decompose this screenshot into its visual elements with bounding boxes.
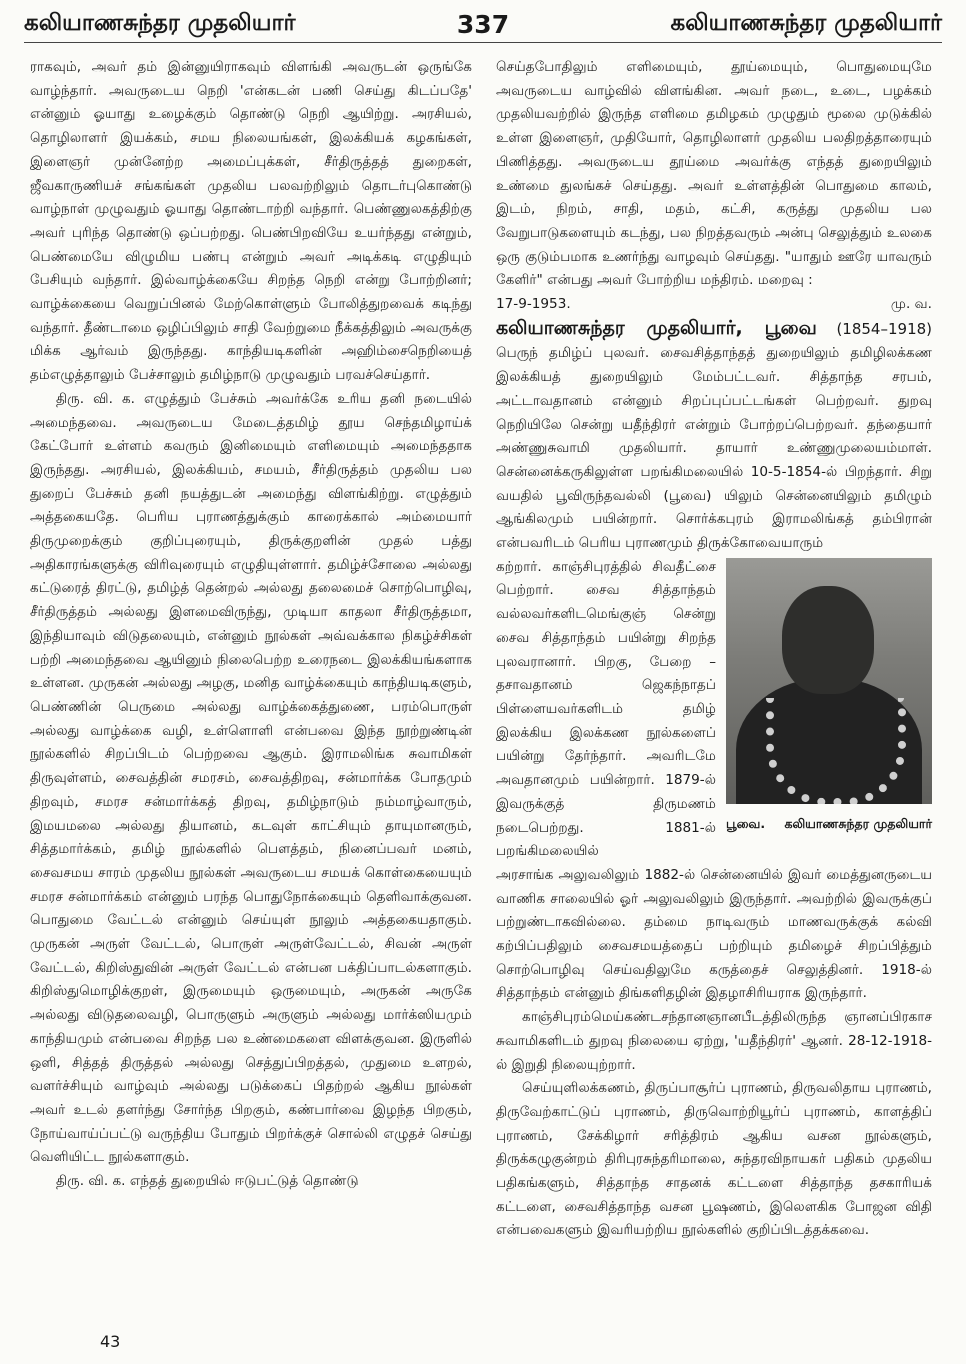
entry-text-after-photo: அரசாங்க அலுவலிலும் 1882-ல் சென்னையில் இவர் மைத்துனருடைய வாணிக சாலையில் ஓர் அலுவலிலும் இருந்தார். அவற்றில் இவருக்குப் பற்றுண்டாகவில்லை. தம்மை நாடிவரும் மாணவருக்குக் கல்வி கற்பிப்பதிலும் சைவசமயத்தைப் பற்றியும் தமிழைச் சிறப்பித்தும் சொற்பொழிவு செய்வதிலுமே கருத்தைச் செலுத்தினர். 1918-ல் சித்தாந்தம் என்னும் திங்களிதழின் இதழாசிரியராக இருந்தார்.: [496, 866, 932, 1002]
right-column: [496, 56, 932, 1243]
entry-text-beside-photo: கற்றார். காஞ்சிபுரத்தில் சிவதீட்சை பெற்றார். சைவ சித்தாந்தம் வல்லவர்களிடமெங்குஞ் சென்று சைவ சித்தாந்தம் பயின்று சிறந்த புலவரானார். பிறகு, பேறை – தசாவதானம் ஜெகந்நாதப் பிள்ளையவர்களிடம் தமிழ் இலக்கிய இலக்கண நூல்களைப் பயின்று தேர்ந்தார். அவரிடமே அவதானமும் பயின்றார். 1879-ல் இவருக்குத் திருமணம் நடைபெற்றது. 1881-ல் பறங்கிமலையில்: [496, 558, 716, 860]
left-paragraph-2: திரு. வி. க. எழுத்தும் பேச்சும் அவர்க்கே உரிய தனி நடையில் அமைந்தவை. அவருடைய மேடைத்தமிழ் தூய செந்தமிழாய்க் கேட்போர் உள்ளம் கவரும் இனிமையும் எளிமையும் அமைந்ததாக இருந்தது. அரசியல், இலக்கியம், சமயம், சீர்திருத்தம் முதலிய பல துறைப் பேச்சும் தனி நயத்துடன் அமைந்து விளங்கிற்று. எழுத்தும் அத்தகையதே. பெரிய புராணத்துக்கும் காரைக்கால் அம்மையார் திருமுறைக்கும் குறிப்புரையும், திருக்குறளின் முதல் பத்து அதிகாரங்களுக்கு விரிவுரையும் எழுதியுள்ளார். தமிழ்ச்சோலை அல்லது கட்டுரைத் திரட்டு, தமிழ்த் தென்றல் அல்லது தலைமைச் சொற்பொழிவு, சீர்திருத்தம் அல்லது இளமைவிருந்து, முடியா காதலா சீர்திருத்தமா, இந்தியாவும் விடுதலையும், என்னும் நூல்கள் அவ்வக்கால நிகழ்ச்சிகள் பற்றி அமைந்தவை ஆயினும் நிலைபெற்ற உரைநடை இலக்கியங்களாக உள்ளன. முருகன் அல்லது அழகு, மனித வாழ்க்கையும் காந்தியடிகளும், பெண்ணின் பெருமை அல்லது வாழ்க்கைத்துணை, பரம்பொருள் அல்லது வாழ்க்கை வழி, உள்ளொளி என்பவை இந்த நூற்றுண்டின் நூல்களில் சிறப்பிடம் பெற்றவை ஆகும். இராமலிங்க சுவாமிகள் திருவுள்ளம், சைவத்தின் சமரசம், சைவத்திறவு, சன்மார்க்க போதமும் திறவும், சமரச சன்மார்க்கத் திறவு, தமிழ்நாடும் நம்மாழ்வாரும், இமயமலை அல்லது தியானம், கடவுள் காட்சியும் தாயுமானரும், சித்தமார்க்கம், தமிழ் நூல்களில் பௌத்தம், நினைப்பவர் மனம், சைவசமய சாரம் முதலிய நூல்கள் அவருடைய சமயக் கொள்கையையும் சமரச சன்மார்க்கம் என்னும் பரந்த பொதுநோக்கையும் தெளிவாக்குவன. பொதுமை வேட்டல் என்னும் செய்யுள் நூலும் அத்தகையதாகும். முருகன் அருள் வேட்டல், பொருள் அருள்வேட்டல், சிவன் அருள் வேட்டல், கிறிஸ்துவின் அருள் வேட்டல் என்பன பக்திப்பாடல்களாகும். கிறிஸ்துமொழிக்குறள், இருமையும் ஒருமையும், அருகன் அருகே அல்லது விடுதலைவழி, பொருளும் அருளும் அல்லது மார்க்ஸியமும் காந்தியமும் என்பவை சிறந்த பல உண்மைகளை விளக்குவன. இருளில் ஒளி, சித்தத் திருத்தல் அல்லது செத்துப்பிறத்தல், முதுமை உளறல், வளர்ச்சியும் வாழ்வும் அல்லது படுக்கைப் பிதற்றல் ஆகிய நூல்கள் அவர் உடல் தளர்ந்து சோர்ந்த பிறகும், கண்பார்வை இழந்த பிறகும், நோய்வாய்ப்பட்டு வருந்திய போதும் பிறர்க்குச் சொல்லி எழுதச் செய்து வெளியிட்ட நூல்களாகும்.: [30, 390, 472, 1166]
caption-name: கலியாணசுந்தர முதலியார்: [784, 815, 932, 831]
entry-text-intro: பெருந் தமிழ்ப் புலவர். சைவசித்தாந்தத் துறையிலும் தமிழிலக்கண இலக்கியத் துறையிலும் மேம்பட்டவர். சித்தாந்த சரபம், அட்டாவதானம் என்னும் சிறப்புப்பட்டங்கள் பெற்றவர். துறவு நெறியிலே சென்று யதீந்திரர் என்றும் போற்றப்பெற்றவர். தந்தையார் அண்ணுசுவாமி முதலியார். தாயார் உண்ணுமுலையம்மாள். சென்னைக்கருகிலுள்ள பறங்கிமலையில் 10-5-1854-ல் பிறந்தார். சிறு வயதில் பூவிருந்தவல்லி (பூவை) யிலும் சென்னையிலும் தமிழும் ஆங்கிலமும் பயின்றார். சொர்க்கபுரம் இராமலிங்கத் தம்பிரான் என்பவரிடம் பெரிய புராணமும் திருக்கோவையாரும்: [496, 345, 932, 552]
entry-paragraph-2: காஞ்சிபுரம்மெய்கண்டசந்தானஞானபீடத்திலிருந்த ஞானப்பிரகாச சுவாமிகளிடம் துறவு நிலையை ஏற்று, 'யதீந்திரர்' ஆனர். 28-12-1918-ல் இறுதி நிலையுற்றார்.: [496, 1009, 932, 1073]
left-paragraph-1: ராகவும், அவர் தம் இன்னுயிராகவும் விளங்கி அவருடன் ஒருங்கே வாழ்ந்தார். அவருடைய நெறி 'என்கடன் பணி செய்து கிடப்பதே' என்னும் ஓயாது உழைக்கும் தொண்டு நெறி ஆயிற்று. அரசியல், தொழிலாளர் இயக்கம், சமய நிலையங்கள், இலக்கியக் கழகங்கள், இளைஞர் முன்னேற்ற அமைப்புக்கள், சீர்திருத்தத் துறைகள், ஜீவகாருணியச் சங்கங்கள் முதலிய பலவற்றிலும் தொடர்புகொண்டு வாழ்நாள் முழுவதும் ஓயாது தொண்டாற்றி வந்தார். பெண்ணுலகத்திற்கு அவர் புரிந்த தொண்டு ஒப்பற்றது. பெண்பிறவியே உயர்ந்தது என்றும், பெண்மையே விழுமிய பண்பு என்றும் அவர் அடிக்கடி எழுதியும் பேசியும் வந்தார். இல்வாழ்க்கையே சிறந்த நெறி என்று போற்றினர்; வாழ்க்கையை வெறுப்பினல் மேற்கொள்ளும் போலித்துறவைக் கடிந்து வந்தார். தீண்டாமை ஒழிப்பிலும் சாதி வேற்றுமை நீக்கத்திலும் அவருக்கு மிக்க ஆர்வம் இருந்தது. காந்தியடிகளின் அஹிம்சைநெறியைத் தம்எழுத்தாலும் பேச்சாலும் தமிழ்நாடு முழுவதும் பரவச்செய்தார்.: [30, 59, 472, 384]
death-date: 17-9-1953.: [496, 296, 571, 313]
running-title-left: கலியாணசுந்தர முதலியார்: [24, 9, 296, 36]
portrait-head: [782, 586, 874, 694]
left-column: [30, 56, 472, 1194]
portrait-caption: [726, 812, 932, 836]
entry-paragraph-1: [496, 317, 932, 556]
entry-heading: கலியாணசுந்தர முதலியார், பூவை: [496, 316, 817, 339]
page-number: 337: [456, 9, 510, 39]
footer-page-code: 43: [100, 1332, 121, 1351]
right-paragraph-continued: செய்தபோதிலும் எளிமையும், தூய்மையும், பொதுமையுமே அவருடைய வாழ்வில் விளங்கின. அவர் நடை, உடை, பழக்கம் முதலியவற்றில் இருந்த எளிமை தமிழகம் முழுதும் மூலை முடுக்கில் உள்ள இளைஞர், முதியோர், தொழிலாளர் முதலிய பலதிறத்தாரையும் பிணித்தது. அவருடைய தூய்மை அவர்க்கு எந்தத் துறையிலும் உண்மை துலங்கச் செய்தது. அவர் உள்ளத்தின் பொதுமை காலம், இடம், நிறம், சாதி, மதம், கட்சி, கருத்து முதலிய பல வேறுபாடுகளையும் கடந்து, பல நிறத்தவரும் அன்பு செலுத்தும் உலகை ஒரு குடும்பமாக உணர்ந்து வாழவும் செய்தது. "யாதும் ஊரே யாவரும் கேளிர்" என்பது அவர் போற்றிய மந்திரம். மறைவு :: [496, 59, 932, 289]
article-signature: [496, 293, 932, 317]
running-title-right: கலியாணசுந்தர முதலியார்: [670, 9, 942, 36]
caption-place: பூவை.: [726, 815, 766, 831]
portrait-figure: [726, 558, 932, 836]
entry-years: (1854–1918): [836, 319, 933, 338]
author-initials: மு. வ.: [890, 296, 932, 313]
portrait-garland: [766, 698, 906, 804]
portrait-photo: [726, 558, 932, 804]
page-header: [24, 6, 942, 43]
left-paragraph-3: திரு. வி. க. எந்தத் துறையில் ஈடுபட்டுத் தொண்டு: [56, 1173, 359, 1190]
entry-paragraph-3: செய்யுளிலக்கணம், திருப்பாசூர்ப் புராணம், திருவலிதாய புராணம், திருவேற்காட்டுப் புராணம், திருவொற்றியூர்ப் புராணம், காளத்திப் புராணம், சேக்கிழார் சரித்திரம் ஆகிய வசன நூல்களும், திருக்கழுகுன்றம் திரிபுரசுந்தரிமாலை, சுந்தரவிநாயகர் பதிகம் முதலிய பதிகங்களும், சித்தாந்த சாதனக் கட்டளை சித்தாந்த தசகாரியக் கட்டளை, சைவசித்தாந்த வசன பூஷணம், இலௌகிக போஜன விதி என்பவைகளும் இவரியற்றிய நூல்களில் குறிப்பிடத்தக்கவை.: [496, 1080, 932, 1239]
